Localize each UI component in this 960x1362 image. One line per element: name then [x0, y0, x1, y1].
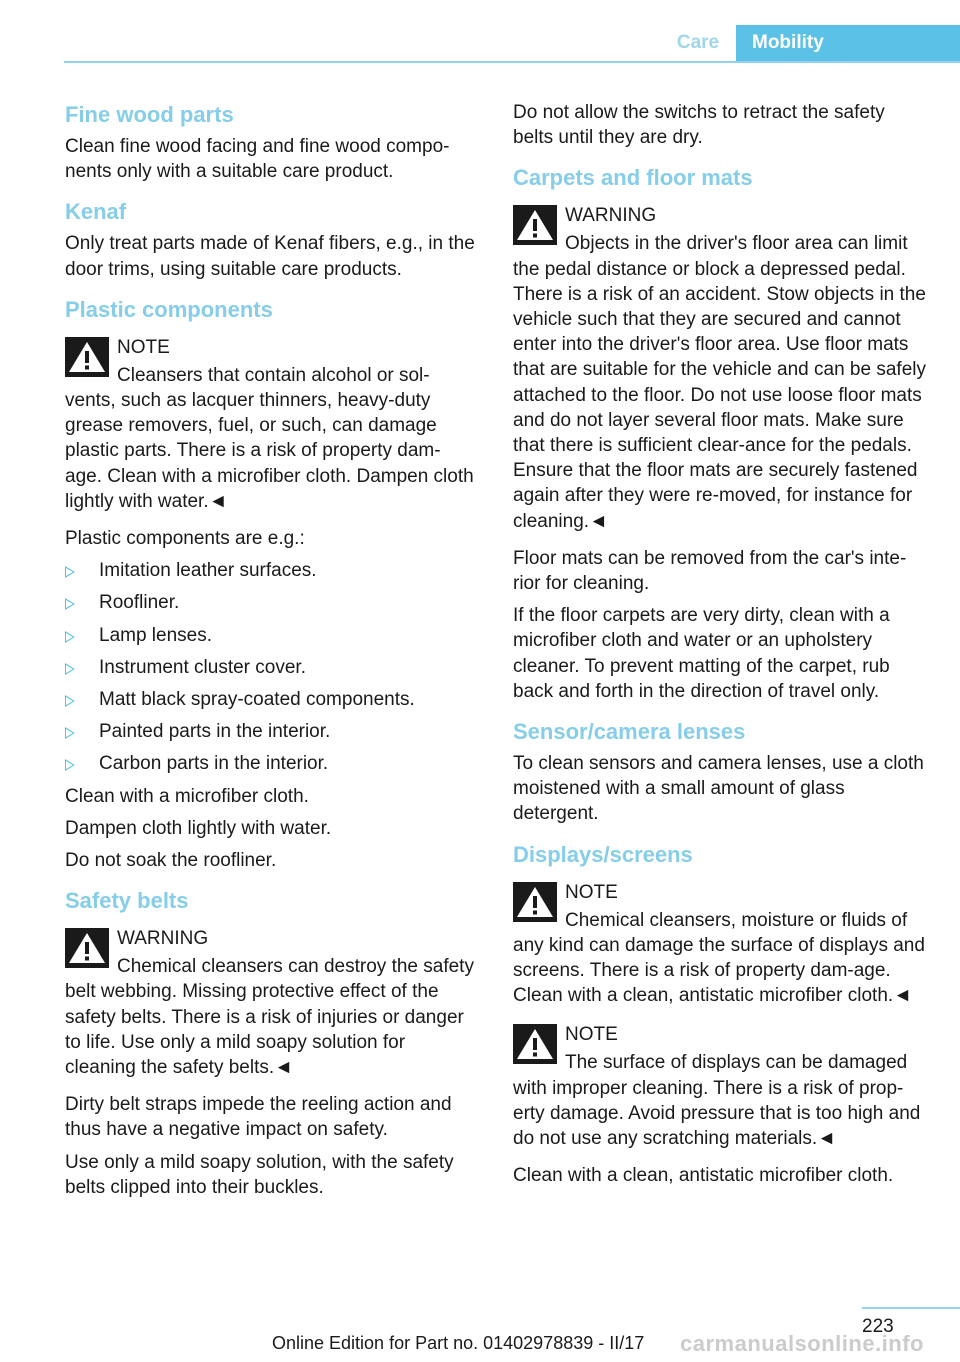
list-item-text: Lamp lenses. [99, 624, 213, 646]
paragraph: To clean sensors and camera lenses, use a cloth moistened with a small amount of glass detergent. [513, 753, 924, 825]
notice-label: NOTE [565, 881, 618, 903]
paragraph: Plastic components are e.g.: [65, 528, 305, 550]
notice-text: Chemical cleansers, moisture or fluids of any kind can damage the surface of displays and screens. There is a risk of property dam-age. Clean with a clean, antistatic microfiber cloth.◄ [513, 909, 925, 1007]
notice-text: The surface of displays can be damaged with improper cleaning. There is a risk of prop-erty damage. Avoid pressure that is too high and do not use any scratching materials.◄ [513, 1052, 921, 1150]
notice-label: NOTE [117, 336, 170, 358]
paragraph: Floor mats can be removed from the car's inte-rior for cleaning. [513, 547, 907, 595]
paragraph: Clean with a clean, antistatic microfiber cloth. [513, 1165, 894, 1187]
list-item [65, 655, 475, 680]
notice-label: NOTE [565, 1024, 618, 1046]
note-box [513, 878, 928, 1009]
warning-box [65, 924, 475, 1080]
list-item [65, 558, 475, 583]
section-title: Fine wood parts [65, 102, 234, 127]
warning-box [513, 201, 928, 533]
list-item-text: Instrument cluster cover. [99, 656, 306, 678]
watermark: carmanualsonline.info [680, 1331, 924, 1356]
section-safety-belts-continued [513, 100, 928, 150]
warning-triangle-icon [513, 1024, 557, 1064]
bullet-list [65, 558, 475, 776]
header-tabs [660, 25, 960, 61]
list-item-text: Carbon parts in the interior. [99, 753, 329, 775]
section-title: Carpets and floor mats [513, 165, 753, 191]
footer-divider [862, 1307, 960, 1309]
section-title: Safety belts [65, 888, 189, 914]
triangle-bullet-icon [65, 631, 75, 643]
section-title: Displays/screens [513, 841, 693, 867]
tab-mobility[interactable]: Mobility [736, 25, 960, 61]
list-item [65, 751, 475, 776]
triangle-bullet-icon [65, 695, 75, 707]
paragraph: Clean fine wood facing and fine wood compo-nents only with a suitable care product. [65, 136, 450, 183]
paragraph: Do not allow the switchs to retract the safety belts until they are dry. [513, 102, 885, 149]
warning-triangle-icon [65, 928, 109, 968]
list-item [65, 590, 475, 615]
list-item-text: Painted parts in the interior. [99, 721, 331, 743]
tab-care[interactable]: Care [676, 32, 720, 53]
list-item [65, 623, 475, 648]
note-box [65, 333, 475, 514]
section-carpets [513, 163, 928, 704]
page-number: 223 [862, 1316, 894, 1337]
section-title: Plastic components [65, 296, 273, 322]
notice-text: Objects in the driver's floor area can limit the pedal distance or block a depressed pedal. There is a risk of an accident. Stow objects in the vehicle such that they are secured and cannot enter into the driver's floor area. Use floor mats that are suitable for the vehicle and can be safely attached to the floor. Do not use loose floor mats and do not layer several floor mats. Make sure that there is sufficient clear-ance for the pedals. Ensure that the floor mats are securely fastened again after they were re-moved, for instance for cleaning.◄ [513, 233, 926, 532]
section-sensor-lenses [513, 717, 928, 827]
paragraph: Use only a mild soapy solution, with the safety belts clipped into their buckles. [65, 1151, 454, 1198]
paragraph: If the floor carpets are very dirty, clean with a microfiber cloth and water or an upholstery cleaner. To prevent matting of the carpet, rub back and forth in the direction of travel only. [513, 605, 890, 702]
note-box [513, 1020, 928, 1151]
paragraph: Dampen cloth lightly with water. [65, 817, 332, 839]
section-plastic [65, 295, 475, 873]
section-title: Sensor/camera lenses [513, 719, 746, 745]
warning-triangle-icon [513, 205, 557, 245]
section-safety-belts [65, 886, 475, 1200]
notice-text: Chemical cleansers can destroy the safety belt webbing. Missing protective effect of the safety belts. There is a risk of injuries or danger to life. Use only a mild soapy solution for cleaning the safety belts.◄ [65, 956, 474, 1079]
section-fine-wood [65, 100, 475, 184]
list-item-text: Roofliner. [99, 592, 180, 614]
section-displays [513, 840, 928, 1189]
paragraph: Only treat parts made of Kenaf fibers, e.g., in the door trims, using suitable care products. [65, 233, 475, 280]
notice-label: WARNING [117, 928, 209, 950]
notice-label: WARNING [565, 205, 657, 227]
triangle-bullet-icon [65, 759, 75, 771]
section-kenaf [65, 197, 475, 281]
list-item-text: Matt black spray-coated components. [99, 689, 415, 711]
triangle-bullet-icon [65, 727, 75, 739]
list-item [65, 687, 475, 712]
triangle-bullet-icon [65, 663, 75, 675]
paragraph: Do not soak the roofliner. [65, 850, 277, 872]
warning-triangle-icon [65, 337, 109, 377]
header-divider [64, 61, 960, 63]
notice-text: Cleansers that contain alcohol or sol-vents, such as lacquer thinners, heavy-duty grease removers, fuel, or such, can damage plastic parts. There is a risk of property dam-age. Clean with a microfiber cloth. Dampen cloth lightly with water.◄ [65, 364, 474, 512]
list-item [65, 719, 475, 744]
triangle-bullet-icon [65, 566, 75, 578]
section-title: Kenaf [65, 199, 127, 225]
warning-triangle-icon [513, 882, 557, 922]
paragraph: Clean with a microfiber cloth. [65, 785, 309, 807]
paragraph: Dirty belt straps impede the reeling action and thus have a negative impact on safety. [65, 1094, 452, 1141]
list-item-text: Imitation leather surfaces. [99, 560, 317, 582]
left-column [65, 100, 475, 1213]
right-column [513, 100, 928, 1202]
triangle-bullet-icon [65, 598, 75, 610]
edition-label: Online Edition for Part no. 01402978839 - II/17 [272, 1333, 645, 1353]
